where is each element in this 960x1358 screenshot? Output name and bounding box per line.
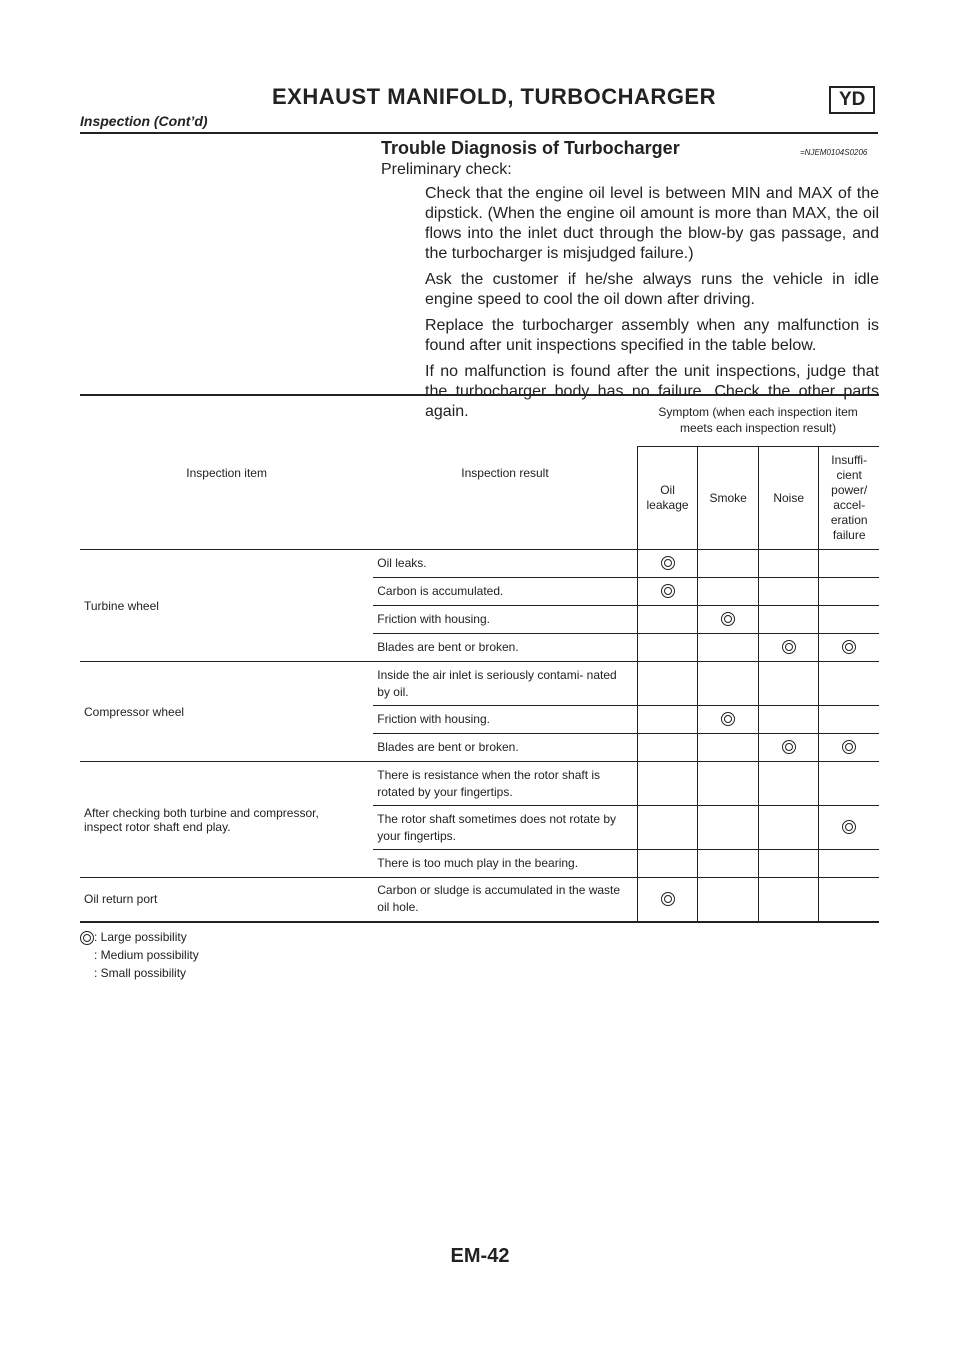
- inspection-item: Turbine wheel: [80, 550, 373, 662]
- header-smoke: Smoke: [698, 447, 759, 550]
- header-symptom: Symptom (when each inspection item meets each inspection result): [637, 395, 879, 447]
- symptom-mark-cell: [758, 762, 818, 806]
- symptom-mark-cell: [758, 662, 818, 706]
- symptom-mark-cell: [819, 578, 879, 606]
- double-circle-icon: [842, 820, 856, 834]
- double-circle-icon: [782, 640, 796, 654]
- table-row: [80, 878, 879, 922]
- symptom-mark-cell: [698, 550, 759, 578]
- double-circle-icon: [842, 640, 856, 654]
- paragraph: Check that the engine oil level is between MIN and MAX of the dipstick. (When the engine oil amount is more than MAX, the oil flows into the inlet duct through the blow-by gas passage, and the turbocharger is misjudged failure.): [425, 185, 879, 262]
- symptom-mark-cell: [637, 550, 698, 578]
- symptom-mark-cell: [698, 850, 759, 878]
- prelim-label: Preliminary check:: [381, 161, 512, 178]
- symptom-mark-cell: [698, 878, 759, 922]
- inspection-result: There is too much play in the bearing.: [373, 850, 637, 878]
- inspection-result: The rotor shaft sometimes does not rotate by your fingertips.: [373, 806, 637, 850]
- header-noise: Noise: [758, 447, 818, 550]
- symptom-mark-cell: [637, 850, 698, 878]
- header-oil-leakage: Oil leakage: [637, 447, 698, 550]
- section-ref: =NJEM0104S0206: [800, 148, 868, 157]
- symptom-mark-cell: [819, 806, 879, 850]
- legend-text: : Small possibility: [94, 966, 187, 980]
- symptom-mark-cell: [637, 578, 698, 606]
- header-inspection-result: Inspection result: [373, 395, 637, 550]
- symptom-mark-cell: [758, 550, 818, 578]
- paragraph: If no malfunction is found after the unit inspections, judge that the turbocharger body has no failure. Check the other parts again.: [425, 363, 879, 420]
- chapter-subtitle: Inspection (Cont’d): [80, 113, 208, 129]
- symptom-mark-cell: [698, 662, 759, 706]
- inspection-result: Carbon is accumulated.: [373, 578, 637, 606]
- inspection-result: Inside the air inlet is seriously contami- nated by oil.: [373, 662, 637, 706]
- symptom-mark-cell: [819, 634, 879, 662]
- legend-text: : Large possibility: [94, 930, 187, 944]
- symptom-mark-cell: [819, 734, 879, 762]
- symptom-mark-cell: [758, 734, 818, 762]
- chapter-title: EXHAUST MANIFOLD, TURBOCHARGER: [272, 84, 716, 109]
- legend-text: : Medium possibility: [94, 948, 199, 962]
- diagnosis-table: [80, 394, 879, 923]
- inspection-item: Oil return port: [80, 878, 373, 922]
- inspection-item: Compressor wheel: [80, 662, 373, 762]
- inspection-result: Blades are bent or broken.: [373, 734, 637, 762]
- symptom-mark-cell: [637, 878, 698, 922]
- inspection-result: There is resistance when the rotor shaft is rotated by your fingertips.: [373, 762, 637, 806]
- symptom-mark-cell: [637, 634, 698, 662]
- table-row: [80, 662, 879, 706]
- symptom-mark-cell: [758, 806, 818, 850]
- legend: [80, 928, 199, 982]
- page-number: EM-42: [450, 1245, 510, 1267]
- header-inspection-item: Inspection item: [80, 395, 373, 550]
- symptom-mark-cell: [758, 634, 818, 662]
- inspection-result: Blades are bent or broken.: [373, 634, 637, 662]
- table-body: [80, 550, 879, 922]
- double-circle-icon: [661, 892, 675, 906]
- double-circle-icon: [661, 556, 675, 570]
- symptom-mark-cell: [637, 762, 698, 806]
- inspection-result: Friction with housing.: [373, 606, 637, 634]
- paragraph: Replace the turbocharger assembly when any malfunction is found after unit inspections specified in the table below.: [425, 317, 879, 354]
- inspection-result: Carbon or sludge is accumulated in the waste oil hole.: [373, 878, 637, 922]
- symptom-mark-cell: [637, 662, 698, 706]
- symptom-mark-cell: [698, 606, 759, 634]
- table-row: [80, 762, 879, 806]
- symptom-mark-cell: [819, 878, 879, 922]
- inspection-item: After checking both turbine and compressor, inspect rotor shaft end play.: [80, 762, 373, 878]
- symptom-mark-cell: [637, 706, 698, 734]
- symptom-mark-cell: [698, 706, 759, 734]
- symptom-mark-cell: [698, 734, 759, 762]
- symptom-mark-cell: [758, 878, 818, 922]
- symptom-mark-cell: [819, 762, 879, 806]
- symptom-mark-cell: [819, 850, 879, 878]
- symptom-mark-cell: [698, 762, 759, 806]
- symptom-mark-cell: [819, 550, 879, 578]
- symptom-mark-cell: [758, 706, 818, 734]
- inspection-result: Friction with housing.: [373, 706, 637, 734]
- table-row: [80, 550, 879, 578]
- legend-small: [80, 964, 199, 982]
- double-circle-icon: [721, 612, 735, 626]
- prelim-paragraphs: [425, 184, 879, 428]
- double-circle-icon: [80, 931, 94, 945]
- symptom-mark-cell: [819, 606, 879, 634]
- double-circle-icon: [842, 740, 856, 754]
- symptom-mark-cell: [637, 606, 698, 634]
- double-circle-icon: [782, 740, 796, 754]
- double-circle-icon: [661, 584, 675, 598]
- symptom-mark-cell: [758, 606, 818, 634]
- legend-medium: [80, 946, 199, 964]
- symptom-mark-cell: [698, 634, 759, 662]
- double-circle-icon: [721, 712, 735, 726]
- symptom-mark-cell: [637, 806, 698, 850]
- inspection-result: Oil leaks.: [373, 550, 637, 578]
- symptom-mark-cell: [698, 806, 759, 850]
- engine-badge: YD: [829, 86, 875, 114]
- header-power-failure: Insuffi- cient power/ accel- eration failure: [819, 447, 879, 550]
- symptom-mark-cell: [819, 706, 879, 734]
- symptom-mark-cell: [698, 578, 759, 606]
- legend-large: [80, 928, 199, 946]
- symptom-mark-cell: [758, 850, 818, 878]
- symptom-mark-cell: [819, 662, 879, 706]
- symptom-mark-cell: [637, 734, 698, 762]
- section-title: Trouble Diagnosis of Turbocharger: [381, 138, 680, 158]
- paragraph: Ask the customer if he/she always runs the vehicle in idle engine speed to cool the oil down after driving.: [425, 271, 879, 308]
- header-rule: [80, 132, 878, 134]
- symptom-mark-cell: [758, 578, 818, 606]
